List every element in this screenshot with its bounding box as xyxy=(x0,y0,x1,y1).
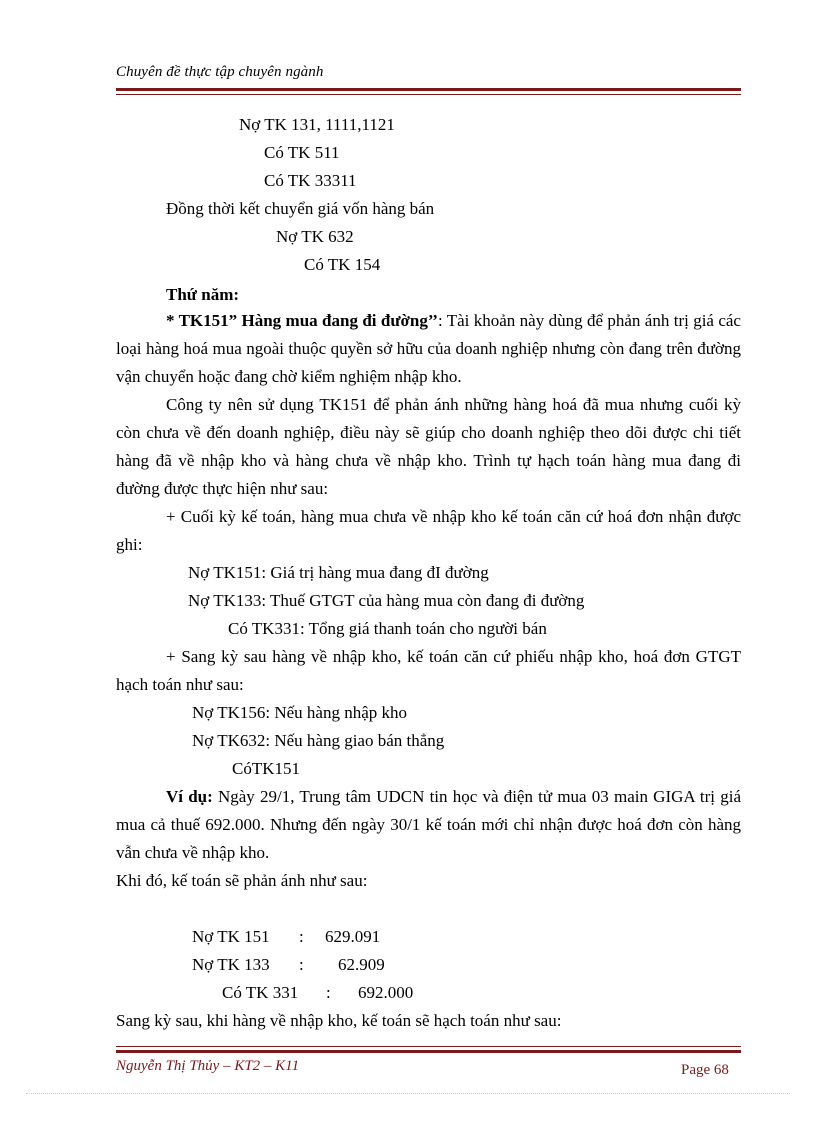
entry-credit-511: Có TK 511 xyxy=(264,143,340,162)
entry-dong-thoi: Đồng thời kết chuyển giá vốn hàng bán xyxy=(166,199,435,218)
tk151-term: * TK151” Hàng mua đang đi đường’’ xyxy=(166,311,438,330)
paragraph-tk151 xyxy=(116,307,741,391)
paragraph-cuoi-ky: + Cuối kỳ kế toán, hàng mua chưa về nhập kho kế toán căn cứ hoá đơn nhận được ghi: xyxy=(116,507,741,554)
entry-debit-tk133: Nợ TK133: Thuế GTGT của hàng mua còn đang đi đường xyxy=(188,591,585,610)
paragraph-sang-ky: + Sang kỳ sau hàng về nhập kho, kế toán căn cứ phiếu nhập kho, hoá đơn GTGT hạch toán như sau: xyxy=(116,647,741,694)
example-amount-3: 692.000 xyxy=(358,983,414,1002)
example-colon-2: : xyxy=(299,955,304,974)
entry-debit-632: Nợ TK 632 xyxy=(276,227,354,246)
khi-do-line: Khi đó, kế toán sẽ phản ánh như sau: xyxy=(116,871,368,890)
footer-rule-thin xyxy=(116,1046,741,1047)
footer-rule-thick xyxy=(116,1050,741,1053)
entry-credit-tk331: Có TK331: Tổng giá thanh toán cho người bán xyxy=(228,619,547,638)
entry-debit-131: Nợ TK 131, 1111,1121 xyxy=(239,115,395,134)
header-rule-thick xyxy=(116,88,741,91)
example-colon-3: : xyxy=(326,983,331,1002)
example-account-2: Nợ TK 133 xyxy=(192,955,270,974)
tk151-definition: : Tài khoản này dùng để phản ánh trị giá các loại hàng hoá mua ngoài thuộc quyền sở hữu của doanh nghiệp nhưng còn đang trên đường vận chuyển hoặc đang chờ kiểm nghiệm nhập kho. xyxy=(116,311,741,386)
example-account-3: Có TK 331 xyxy=(222,983,299,1002)
header-rule-thin xyxy=(116,94,741,95)
example-account-1: Nợ TK 151 xyxy=(192,927,270,946)
footer-author: Nguyễn Thị Thủy – KT2 – K11 xyxy=(116,1058,300,1074)
sang-ky-sau-line: Sang kỳ sau, khi hàng về nhập kho, kế toán sẽ hạch toán như sau: xyxy=(116,1011,562,1030)
example-amount-2: 62.909 xyxy=(338,955,385,974)
entry-debit-tk151: Nợ TK151: Giá trị hàng mua đang đI đường xyxy=(188,563,489,582)
example-amount-1: 629.091 xyxy=(325,927,381,946)
entry-credit-tk151: CóTK151 xyxy=(232,759,300,778)
section-heading-thu-nam: Thứ năm: xyxy=(166,285,240,304)
footer-page-number: Page 68 xyxy=(681,1062,729,1078)
example-colon-1: : xyxy=(299,927,304,946)
vi-du-label: Ví dụ: xyxy=(166,787,213,806)
entry-credit-33311: Có TK 33311 xyxy=(264,171,357,190)
paragraph-vi-du: Ví dụ: Ngày 29/1, Trung tâm UDCN tin học và điện tử mua 03 main GIGA trị giá mua cả thuế 692.000. Nhưng đến ngày 30/1 kế toán mới chỉ nhận được hoá đơn còn hàng vẫn chưa về nhập kho. xyxy=(116,787,742,862)
page-header-title: Chuyên đề thực tập chuyên ngành xyxy=(116,64,324,80)
paragraph-cong-ty: Công ty nên sử dụng TK151 để phản ánh những hàng hoá đã mua nhưng cuối kỳ còn chưa về đến doanh nghiệp, điều này sẽ giúp cho doanh nghiệp theo dõi được chi tiết hàng đã về nhập kho và hàng chưa về nhập kho. Trình tự hạch toán hàng mua đang đi đường được thực hiện như sau: xyxy=(116,395,741,498)
entry-debit-tk156: Nợ TK156: Nếu hàng nhập kho xyxy=(192,703,408,722)
entry-credit-154: Có TK 154 xyxy=(304,255,381,274)
page-bottom-dotted-line xyxy=(26,1093,790,1094)
entry-debit-tk632: Nợ TK632: Nếu hàng giao bán thẳng xyxy=(192,731,445,750)
